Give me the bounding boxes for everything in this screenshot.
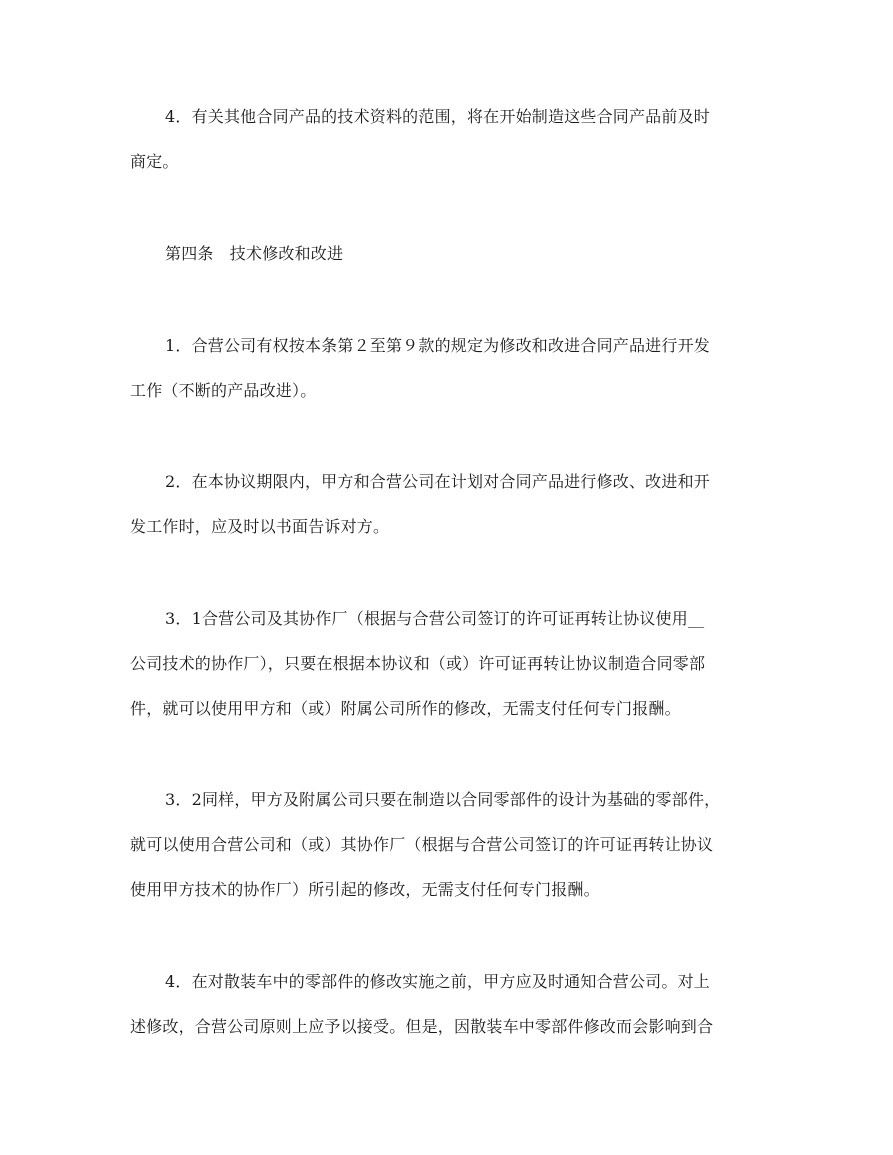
clause-4-line-2: 述修改，合营公司原则上应予以接受。但是，因散装车中零部件修改而会影响到合 xyxy=(130,1017,714,1036)
paragraph-4-line-1: 4．有关其他合同产品的技术资料的范围，将在开始制造这些合同产品前及时 xyxy=(165,107,710,126)
clause-3-2-line-1: 3．2同样，甲方及附属公司只要在制造以合同零部件的设计为基础的零部件， xyxy=(165,790,721,809)
clause-3-1-line-3: 件，就可以使用甲方和（或）附属公司所作的修改，无需支付任何专门报酬。 xyxy=(130,699,681,718)
clause-3-1-line-1: 3．1合营公司及其协作厂（根据与合营公司签订的许可证再转让协议使用__ xyxy=(165,609,705,628)
clause-2-line-1: 2．在本协议期限内，甲方和合营公司在计划对合同产品进行修改、改进和开 xyxy=(165,472,710,491)
paragraph-4-line-2: 商定。 xyxy=(130,152,179,171)
article-4-heading: 第四条 技术修改和改进 xyxy=(165,244,344,263)
clause-1-line-1: 1．合营公司有权按本条第２至第９款的规定为修改和改进合同产品进行开发 xyxy=(165,336,710,355)
clause-1-line-2: 工作（不断的产品改进）。 xyxy=(130,381,317,400)
clause-3-1-line-2: 公司技术的协作厂），只要在根据本协议和（或）许可证再转让协议制造合同零部 xyxy=(130,654,706,673)
clause-4-line-1: 4．在对散装车中的零部件的修改实施之前，甲方应及时通知合营公司。对上 xyxy=(165,972,710,991)
clause-3-2-line-3: 使用甲方技术的协作厂）所引起的修改，无需支付任何专门报酬。 xyxy=(130,880,600,899)
clause-3-2-line-2: 就可以使用合营公司和（或）其协作厂（根据与合营公司签订的许可证再转让协议 xyxy=(130,835,714,854)
clause-2-line-2: 发工作时，应及时以书面告诉对方。 xyxy=(130,517,390,536)
